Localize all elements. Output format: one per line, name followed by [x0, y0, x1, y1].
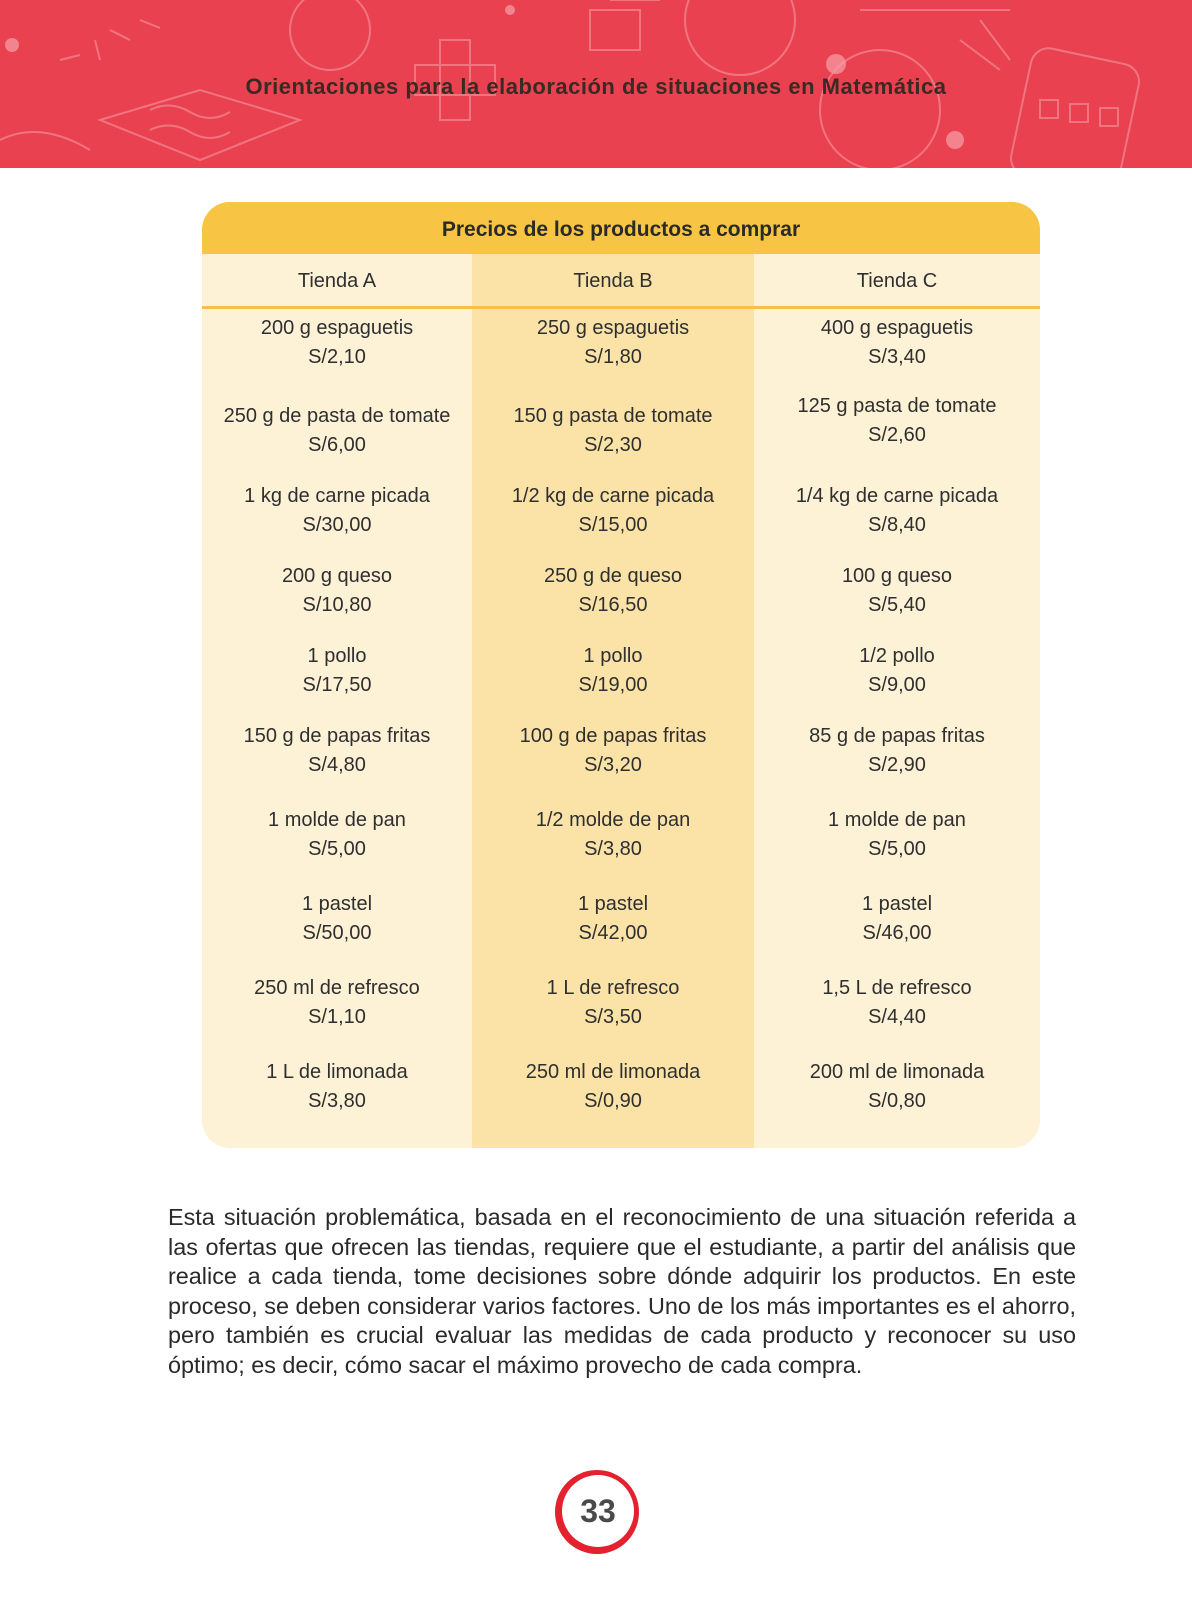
table-cell-store-a — [202, 890, 472, 948]
table-cell-store-c — [754, 642, 1040, 700]
product-price: S/5,00 — [308, 838, 366, 860]
product-name: 1 L de refresco — [546, 977, 680, 999]
table-cell-store-c — [754, 392, 1040, 450]
table-cell-store-c — [754, 562, 1040, 620]
table-cell-store-b — [472, 562, 754, 620]
product-price: S/3,50 — [584, 1006, 642, 1028]
page-header-title: Orientaciones para la elaboración de situaciones en Matemática — [245, 74, 947, 99]
product-price: S/42,00 — [578, 922, 648, 944]
product-price: S/17,50 — [302, 674, 372, 696]
product-name: 400 g espaguetis — [820, 317, 974, 339]
store-a-header: Tienda A — [297, 270, 377, 292]
product-price: S/9,00 — [868, 674, 926, 696]
product-price: S/4,40 — [868, 1006, 926, 1028]
table-cell-store-a — [202, 974, 472, 1032]
table-cell-store-b — [472, 890, 754, 948]
product-price: S/3,80 — [308, 1090, 366, 1112]
table-cell-store-b — [472, 314, 754, 372]
product-name: 100 g de papas fritas — [519, 725, 707, 747]
product-name: 150 g de papas fritas — [243, 725, 431, 747]
product-price: S/5,40 — [868, 594, 926, 616]
product-price: S/4,80 — [308, 754, 366, 776]
product-price: S/3,20 — [584, 754, 642, 776]
product-name: 1 molde de pan — [828, 809, 966, 831]
product-price: S/19,00 — [578, 674, 648, 696]
product-name: 1 pollo — [307, 645, 367, 667]
table-cell-store-c — [754, 314, 1040, 372]
product-name: 150 g pasta de tomate — [513, 405, 713, 427]
product-price: S/8,40 — [868, 514, 926, 536]
product-price: S/1,10 — [308, 1006, 366, 1028]
product-name: 200 ml de limonada — [809, 1061, 985, 1083]
product-name: 1/2 kg de carne picada — [511, 485, 715, 507]
product-price: S/2,60 — [868, 424, 926, 446]
table-cell-store-c — [754, 722, 1040, 780]
table-cell-store-a — [202, 402, 472, 460]
table-cell-store-b — [472, 1058, 754, 1116]
product-price: S/0,80 — [868, 1090, 926, 1112]
product-price: S/46,00 — [862, 922, 932, 944]
product-name: 250 g de queso — [544, 565, 682, 587]
product-price: S/16,50 — [578, 594, 648, 616]
table-title: Precios de los productos a comprar — [202, 202, 1040, 254]
product-price: S/1,80 — [584, 346, 642, 368]
table-cell-store-c — [754, 890, 1040, 948]
page-number-badge — [555, 1470, 639, 1554]
product-name: 1 molde de pan — [268, 809, 406, 831]
product-name: 250 ml de limonada — [525, 1061, 701, 1083]
product-name: 1 L de limonada — [266, 1061, 408, 1083]
product-price: S/3,80 — [584, 838, 642, 860]
product-price: S/50,00 — [302, 922, 372, 944]
table-cell-store-c — [754, 1058, 1040, 1116]
table-cell-store-a — [202, 482, 472, 540]
product-name: 1 pollo — [583, 645, 643, 667]
product-price: S/15,00 — [578, 514, 648, 536]
table-cell-store-b — [472, 402, 754, 460]
header-divider — [202, 306, 1040, 309]
product-name: 250 ml de refresco — [254, 977, 420, 999]
product-name: 200 g queso — [281, 565, 393, 587]
table-cell-store-b — [472, 722, 754, 780]
product-name: 1/4 kg de carne picada — [795, 485, 999, 507]
table-cell-store-b — [472, 806, 754, 864]
table-cell-store-b — [472, 642, 754, 700]
product-name: 1 pastel — [577, 893, 649, 915]
store-b-header: Tienda B — [573, 270, 653, 292]
product-name: 1 pastel — [861, 893, 933, 915]
product-price: S/3,40 — [868, 346, 926, 368]
table-cell-store-a — [202, 642, 472, 700]
table-cell-store-b — [472, 974, 754, 1032]
product-price: S/2,10 — [308, 346, 366, 368]
product-name: 200 g espaguetis — [260, 317, 414, 339]
table-cell-store-a — [202, 314, 472, 372]
table-cell-store-c — [754, 482, 1040, 540]
table-cell-store-a — [202, 562, 472, 620]
page-header — [0, 0, 1192, 168]
product-name: 100 g queso — [841, 565, 953, 587]
product-price: S/5,00 — [868, 838, 926, 860]
product-price: S/2,90 — [868, 754, 926, 776]
price-table — [202, 202, 1040, 1148]
product-name: 125 g pasta de tomate — [797, 395, 997, 417]
product-name: 1,5 L de refresco — [822, 977, 972, 999]
product-name: 1 kg de carne picada — [244, 485, 430, 507]
product-price: S/30,00 — [302, 514, 372, 536]
page-number: 33 — [562, 1475, 634, 1547]
product-name: 1/2 molde de pan — [535, 809, 691, 831]
table-cell-store-c — [754, 806, 1040, 864]
table-cell-store-c — [754, 974, 1040, 1032]
product-name: 85 g de papas fritas — [809, 725, 985, 747]
table-cell-store-a — [202, 806, 472, 864]
table-cell-store-a — [202, 1058, 472, 1116]
product-price: S/6,00 — [308, 434, 366, 456]
product-name: 1 pastel — [301, 893, 373, 915]
product-price: S/2,30 — [584, 434, 642, 456]
product-price: S/10,80 — [302, 594, 372, 616]
store-c-header: Tienda C — [856, 270, 938, 292]
product-name: 1/2 pollo — [859, 645, 935, 667]
table-cell-store-a — [202, 722, 472, 780]
product-name: 250 g de pasta de tomate — [223, 405, 451, 427]
body-paragraph: Esta situación problemática, basada en el reconocimiento de una situación referida a las ofertas que ofrecen las tiendas, requiere que el estudiante, a partir del análisis que realice a cada tienda, tome decisiones sobre dónde adquirir los productos. En este proceso, se deben considerar varios factores. Uno de los más importantes es el ahorro, pero también es crucial evaluar las medidas de cada producto y reconocer su uso óptimo; es decir, cómo sacar el máximo provecho de cada compra. — [168, 1204, 1076, 1378]
table-cell-store-b — [472, 482, 754, 540]
product-price: S/0,90 — [584, 1090, 642, 1112]
product-name: 250 g espaguetis — [536, 317, 690, 339]
